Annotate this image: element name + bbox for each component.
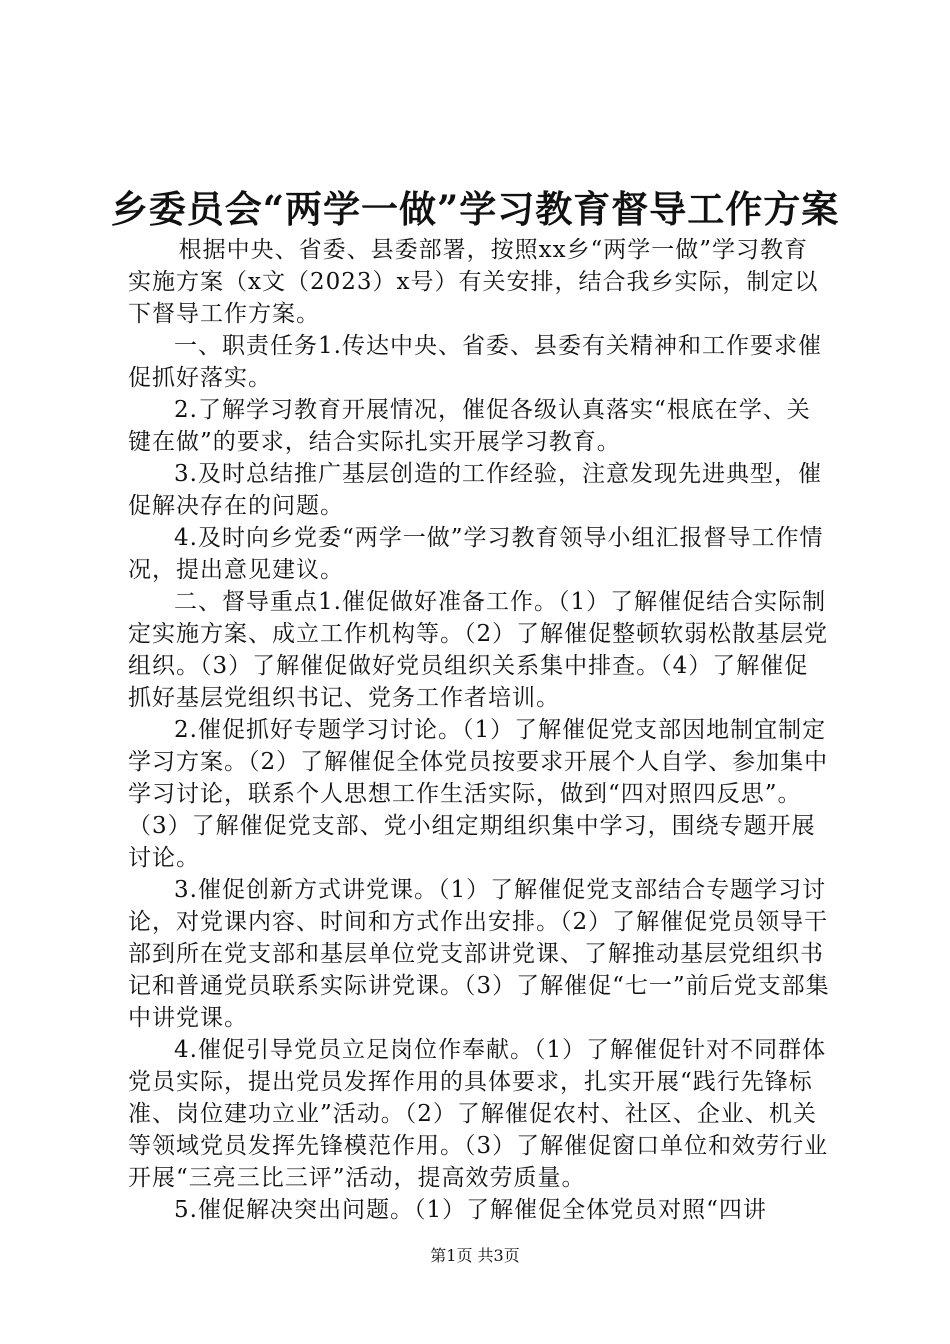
document-body: [128, 234, 830, 1226]
paragraph-duty-1: 一、职责任务1.传达中央、省委、县委有关精神和工作要求催促抓好落实。: [128, 333, 822, 391]
paragraph-duty-4: 4.及时向乡党委“两学一做”学习教育领导小组汇报督导工作情况，提出意见建议。: [128, 525, 824, 583]
paragraph-intro: 根据中央、省委、县委部署，按照xx乡“两学一做”学习教育实施方案（x文（2023）x号）有关安排，结合我乡实际，制定以下督导工作方案。: [128, 237, 819, 327]
paragraph-focus-1: 二、督导重点1.催促做好准备工作。（1）了解催促结合实际制定实施方案、成立工作机构等。（2）了解催促整顿软弱松散基层党组织。（3）了解催促做好党员组织关系集中排查。（4）了解催促抓好基层党组织书记、党务工作者培训。: [128, 589, 829, 711]
paragraph-focus-5: 5.催促解决突出问题。（1）了解催促全体党员对照“四讲: [174, 1197, 767, 1223]
document-title: 乡委员会“两学一做”学习教育督导工作方案: [110, 187, 840, 231]
paragraph-focus-4: 4.催促引导党员立足岗位作奉献。（1）了解催促针对不同群体党员实际，提出党员发挥作用的具体要求，扎实开展“践行先锋标准、岗位建功立业”活动。（2）了解催促农村、社区、企业、机关等领域党员发挥先锋模范作用。（3）了解催促窗口单位和效劳行业开展“三亮三比三评”活动，提高效劳质量。: [128, 1037, 829, 1191]
paragraph-duty-3: 3.及时总结推广基层创造的工作经验，注意发现先进典型，催促解决存在的问题。: [128, 461, 822, 519]
paragraph-focus-2: 2.催促抓好专题学习讨论。（1）了解催促党支部因地制宜制定学习方案。（2）了解催促全体党员按要求开展个人自学、参加集中学习讨论，联系个人思想工作生活实际，做到“四对照四反思”。（3）了解催促党支部、党小组定期组织集中学习，围绕专题开展讨论。: [128, 717, 829, 871]
paragraph-focus-3: 3.催促创新方式讲党课。（1）了解催促党支部结合专题学习讨论，对党课内容、时间和方式作出安排。（2）了解催促党员领导干部到所在党支部和基层单位党支部讲党课、了解推动基层党组织书记和普通党员联系实际讲党课。（3）了解催促“七一”前后党支部集中讲党课。: [128, 877, 830, 1031]
paragraph-duty-2: 2.了解学习教育开展情况，催促各级认真落实“根底在学、关键在做”的要求，结合实际扎实开展学习教育。: [128, 397, 811, 455]
page-number: 第1页 共3页: [430, 1246, 520, 1265]
